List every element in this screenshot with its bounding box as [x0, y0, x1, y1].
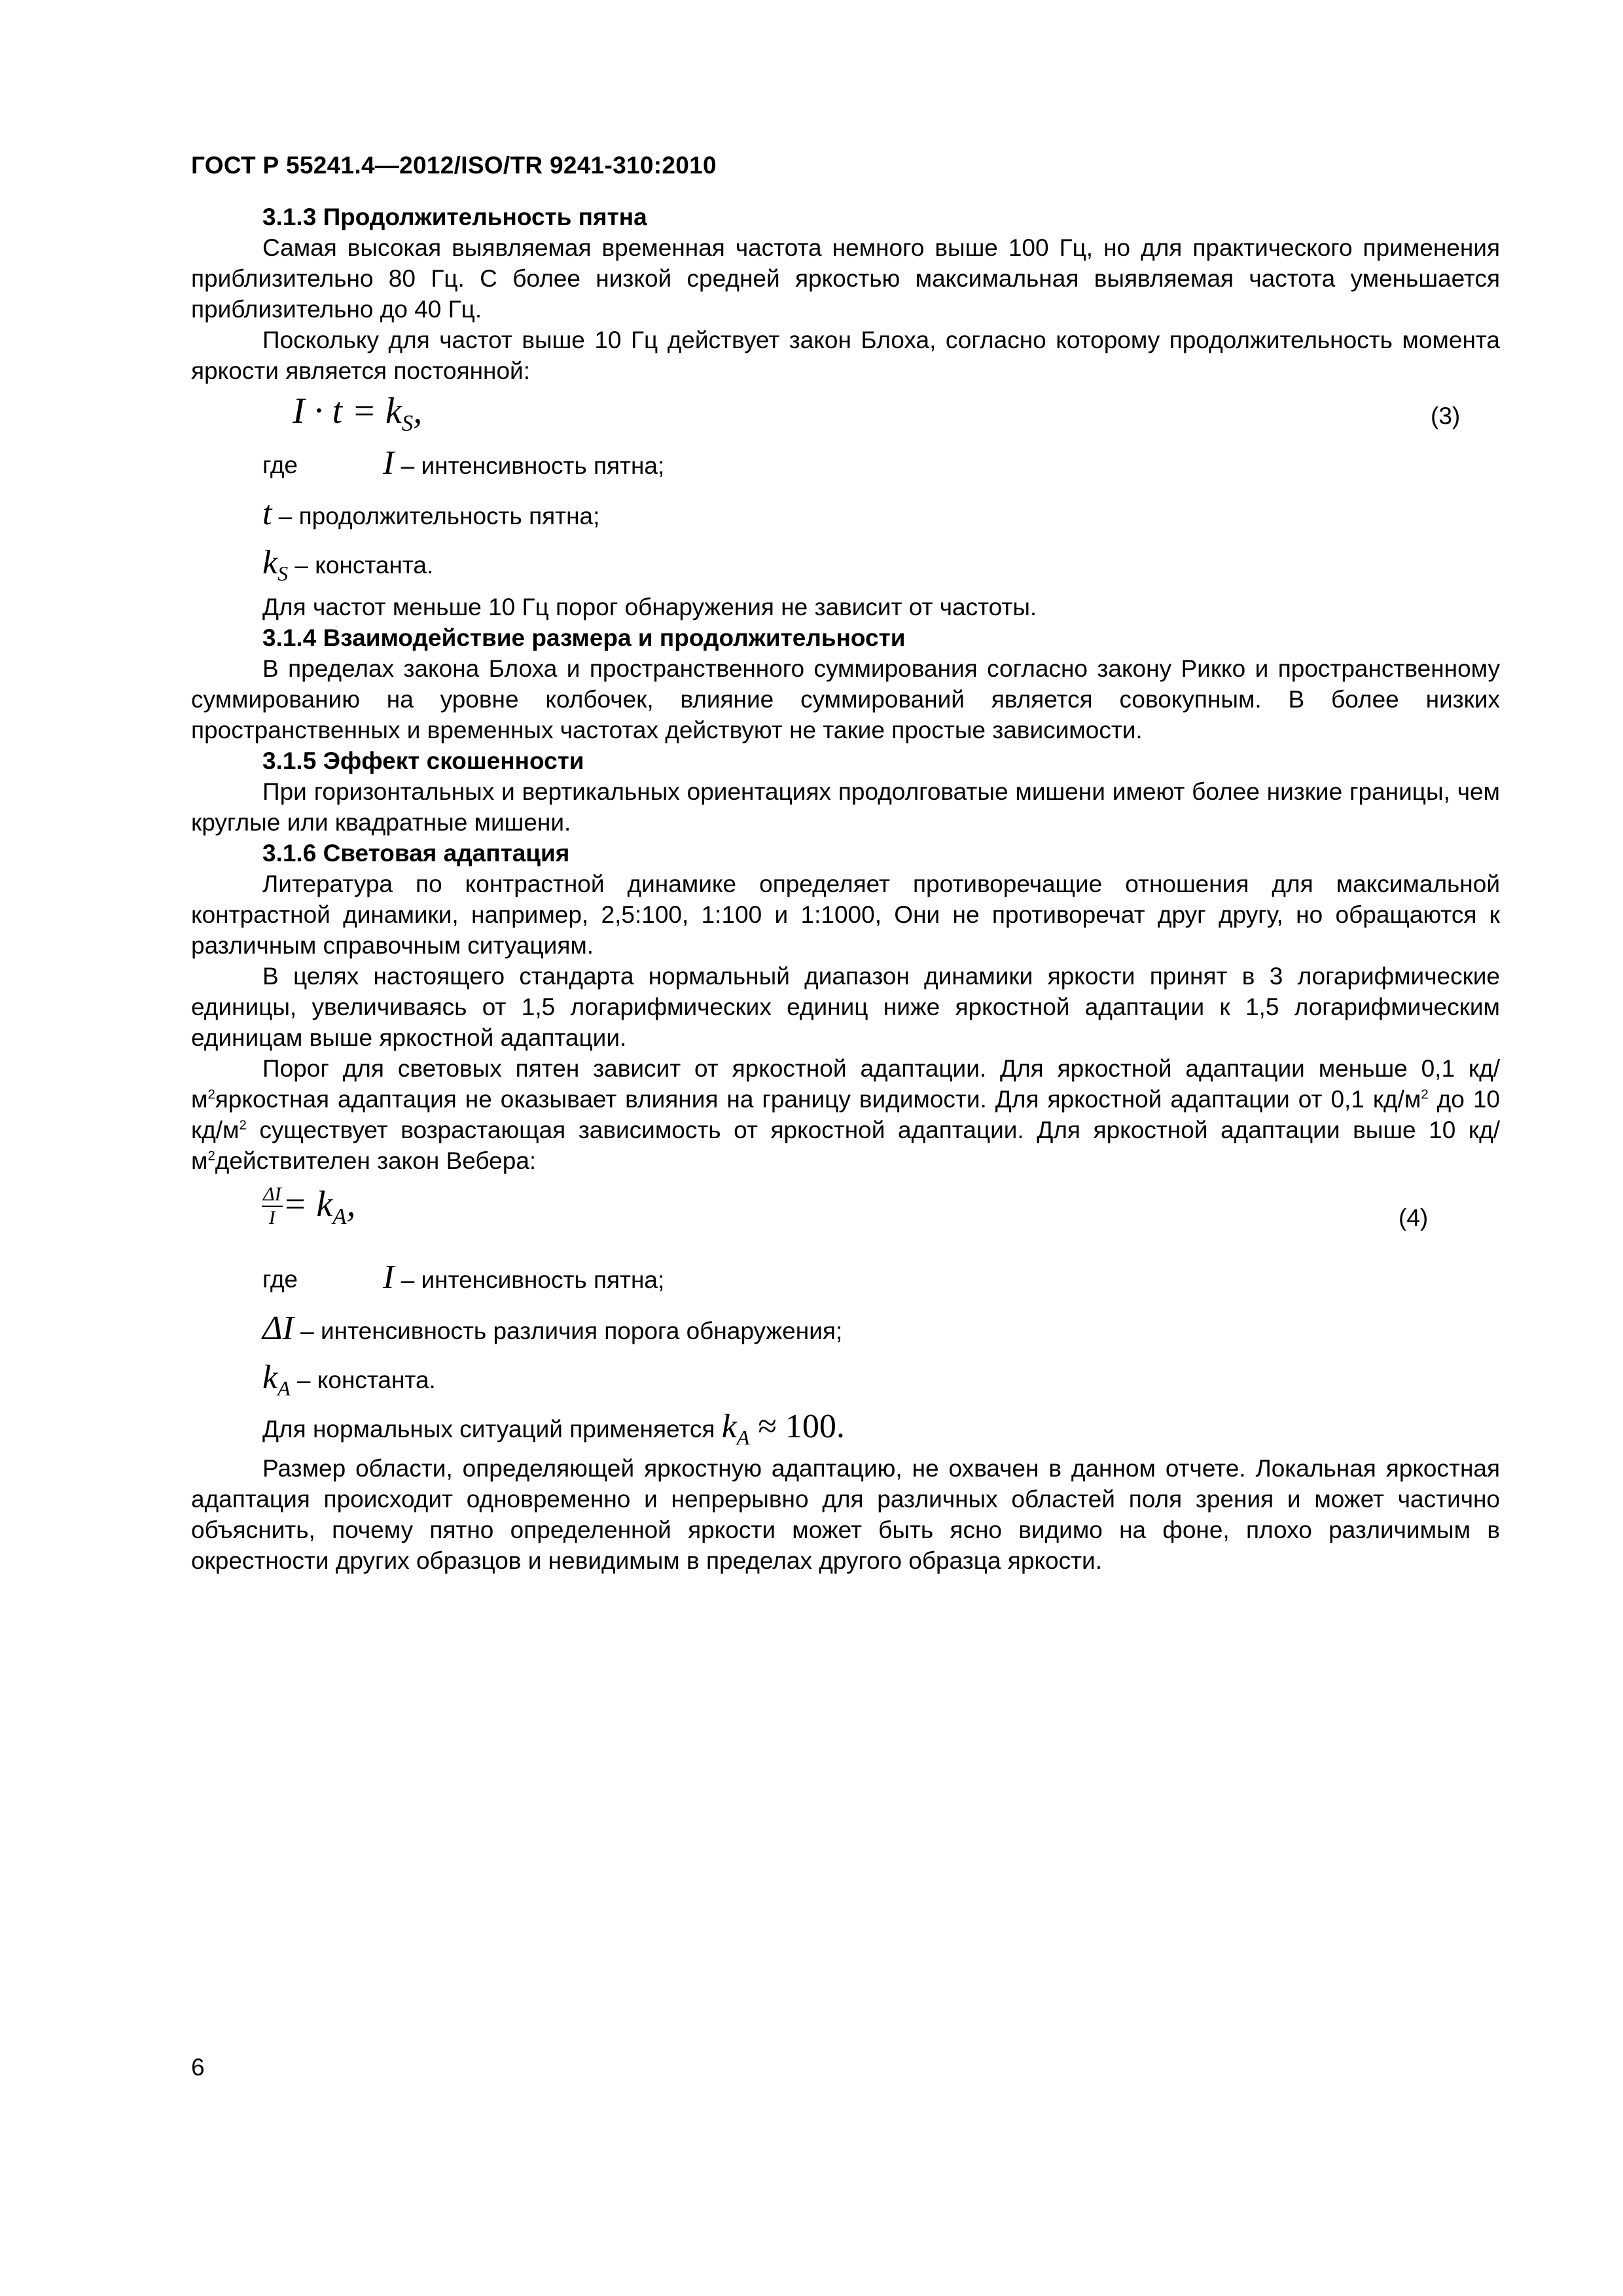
body-text	[191, 1453, 1500, 1576]
section-3-1-3	[191, 202, 1500, 386]
text-run: Порог для световых пятен зависит от яркостной адаптации. Для яркостной адаптации меньше 0,1 кд/м	[191, 1055, 1500, 1113]
symbol: k	[721, 1408, 737, 1445]
symbol: I	[383, 1259, 395, 1296]
equation-number: (3)	[1431, 403, 1461, 429]
body-text	[191, 592, 1500, 1176]
definition-line	[262, 494, 599, 533]
formula-subscript: A	[332, 1204, 347, 1230]
definition-text: – интенсивность пятна;	[394, 452, 665, 479]
text-run: действителен закон Вебера:	[215, 1147, 537, 1174]
superscript: 2	[1421, 1087, 1429, 1102]
superscript: 2	[239, 1118, 247, 1133]
symbol: ΔI	[262, 1310, 294, 1347]
formula-tail: ,	[413, 391, 423, 431]
superscript: 2	[207, 1149, 215, 1164]
formula-subscript: S	[401, 410, 414, 437]
paragraph: Для частот меньше 10 Гц порог обнаружения не зависит от частоты.	[262, 594, 1037, 620]
symbol: k	[262, 544, 278, 581]
symbol: t	[262, 495, 272, 532]
text-run: существует возрастающая зависимость от яркостной адаптации. Для яркостной адаптации выше 10 кд/м	[191, 1117, 1500, 1174]
definition-line	[383, 1258, 664, 1297]
paragraph: Литература по контрастной динамике определяет противоречащие отношения для максимальной контрастной динамики, например, 2,5:100, 1:100 и 1:1000, Они не противоречат друг другу, но обращаются к различным справочным ситуациям.	[191, 870, 1500, 959]
fraction	[262, 1183, 283, 1229]
paragraph: Поскольку для частот выше 10 Гц действует закон Блоха, согласно которому продолжительность момента яркости является постоянной:	[191, 327, 1500, 384]
paragraph: Самая высокая выявляемая временная частота немного выше 100 Гц, но для практического применения приблизительно 80 Гц. С более низкой средней яркостью максимальная выявляемая частота уменьшается приблизительно до 40 Гц.	[191, 234, 1500, 323]
definition-line	[262, 1309, 842, 1348]
definition-text: – константа.	[290, 1367, 436, 1393]
section-heading: 3.1.6 Световая адаптация	[262, 840, 570, 867]
symbol: I	[383, 444, 395, 482]
symbol-subscript: A	[736, 1426, 750, 1450]
fraction-numerator: ΔI	[262, 1183, 283, 1207]
paragraph: В целях настоящего стандарта нормальный диапазон динамики яркости принят в 3 логарифмические единицы, увеличиваясь от 1,5 логарифмических единиц ниже яркостной адаптации к 1,5 логарифмическим единицам выше яркостной адаптации.	[191, 963, 1500, 1051]
formula-rhs: = k	[282, 1184, 333, 1225]
definition-text: – продолжительность пятна;	[272, 503, 600, 529]
section-heading: 3.1.5 Эффект скошенности	[262, 747, 584, 774]
symbol-subscript: S	[277, 562, 289, 586]
text-run: яркостная адаптация не оказывает влияния на границу видимости. Для яркостной адаптации от 0,1 кд/м	[215, 1086, 1421, 1113]
section-heading: 3.1.4 Взаимодействие размера и продолжительности	[262, 624, 906, 651]
approx-value: ≈ 100.	[749, 1408, 845, 1445]
paragraph	[191, 1053, 1500, 1176]
paragraph: Размер области, определяющей яркостную адаптацию, не охвачен в данном отчете. Локальная яркостная адаптация происходит одновременно и непрерывно для различных областей поля зрения и может частично объяснить, почему пятно определенной яркости может быть ясно видимо на фоне, плохо различимым в окрестности других образцов и невидимым в пределах другого образца яркости.	[191, 1455, 1500, 1574]
formula-lhs: I · t = k	[293, 391, 402, 431]
formula-tail: ,	[346, 1184, 356, 1225]
definition-line	[383, 444, 664, 482]
formula-4	[262, 1182, 355, 1230]
superscript: 2	[207, 1087, 215, 1102]
definition-text: – константа.	[288, 552, 434, 579]
definition-text: – интенсивность различия порога обнаружения;	[293, 1318, 843, 1344]
normal-situation-line	[262, 1407, 845, 1450]
equation-number: (4)	[1399, 1204, 1429, 1231]
text-run: до 10 кд/м	[191, 1086, 1500, 1143]
page-number: 6	[191, 2054, 205, 2081]
section-heading: 3.1.3 Продолжительность пятна	[262, 204, 647, 230]
symbol-subscript: A	[277, 1376, 291, 1401]
definition-text: – интенсивность пятна;	[394, 1266, 665, 1293]
definition-line	[262, 1358, 436, 1401]
text-run: Для нормальных ситуаций применяется	[262, 1416, 722, 1443]
paragraph: В пределах закона Блоха и пространственного суммирования согласно закону Рикко и пространственному суммированию на уровне колбочек, влияние суммирований является совокупным. В более низких пространственных и временных частотах действуют не такие простые зависимости.	[191, 655, 1500, 744]
symbol: k	[262, 1359, 278, 1396]
where-label: где	[262, 1266, 298, 1293]
fraction-denominator: I	[268, 1207, 276, 1229]
definition-line	[262, 543, 433, 586]
document-header: ГОСТ Р 55241.4—2012/ISO/TR 9241-310:2010	[191, 152, 717, 179]
formula-3	[293, 390, 422, 437]
where-label: где	[262, 452, 298, 478]
paragraph: При горизонтальных и вертикальных ориентациях продолговатые мишени имеют более низкие границы, чем круглые или квадратные мишени.	[191, 778, 1500, 836]
